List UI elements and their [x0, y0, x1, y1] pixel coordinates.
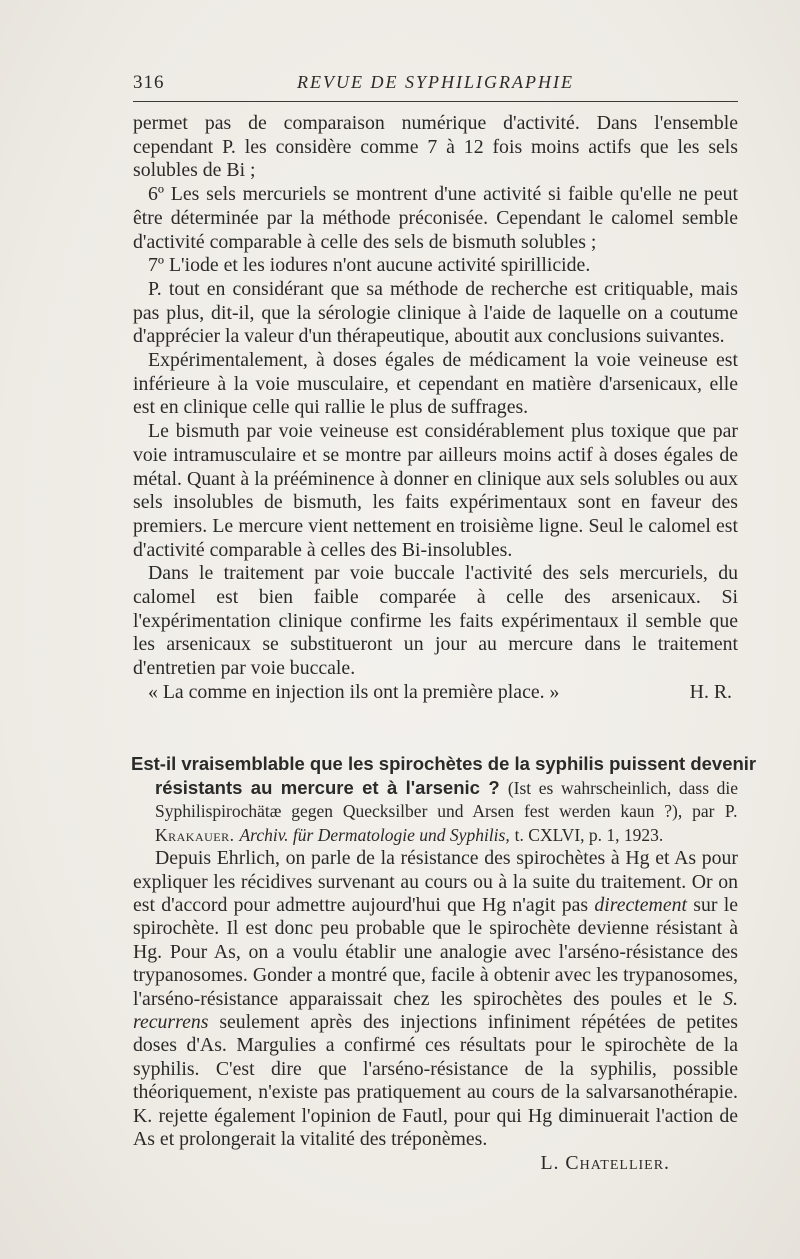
page-number: 316 — [133, 72, 165, 93]
paragraph: Expérimentalement, à doses égales de médicament la voie veineuse est inférieure à la voie musculaire, et cependant en matière d'arsenicaux, elle est en clinique celle qui rallie le plus de suffrages. — [133, 349, 738, 419]
paragraph: Le bismuth par voie veineuse est considérablement plus toxique que par voie intramusculaire et se montre par ailleurs moins actif à doses égales de métal. Quant à la prééminence à donner en clinique aux sels solubles ou aux sels insolubles de bismuth, les faits expérimentaux sont en faveur des premiers. Le mercure vient nettement en troisième ligne. Seul le calomel est d'activité comparable à celles des Bi-insolubles. — [133, 420, 738, 561]
body-text: Depuis Ehrlich, on parle de la résistance des spirochètes à Hg et As pour expliquer les récidives survenant au cours ou à la suite du traitement. Or on est d'accord pour admettre aujourd'hui que Hg n'agit pas — [133, 847, 738, 917]
emphasis: directement — [594, 894, 688, 917]
abstract-body — [133, 847, 738, 1151]
closing-quote: « La comme en injection ils ont la première place. » — [148, 680, 560, 703]
paragraph: 6º Les sels mercuriels se montrent d'une activité si faible qu'elle ne peut être déterminée par la méthode préconisée. Cependant le calomel semble d'activité comparable à celle des sels de bismuth solubles ; — [133, 183, 738, 253]
header-rule — [133, 101, 738, 102]
article-title-line1: Est-il vraisemblable que les spirochètes de la syphilis puissent devenir — [131, 753, 757, 774]
reviewer-initials: H. R. — [689, 680, 732, 703]
closing-line — [133, 681, 738, 705]
journal-name: Archiv. für Dermatologie und Syphilis, — [239, 824, 510, 845]
signature-line — [133, 1152, 738, 1175]
page-header — [133, 64, 738, 98]
paragraph: permet pas de comparaison numérique d'activité. Dans l'ensemble cependant P. les considère comme 7 à 12 fois moins actifs que les sels solubles de Bi ; — [133, 112, 738, 182]
body-text: seulement après des injections infiniment répétées de petites doses d'As. Margulies a confirmé ces résultats pour le spirochète de la syphilis. C'est dire que l'arséno-résistance de la syphilis, possible théoriquement, n'existe pas pratiquement au cours de la salvarsanothérapie. K. rejette également l'opinion de Fautl, pour qui Hg diminuerait l'action de As et prolongerait la vitalité des tréponèmes. — [133, 1011, 738, 1151]
citation: t. CXLVI, p. 1, 1923. — [514, 824, 664, 845]
article-title-line2: résistants au mercure et à l'arsenic ? — [155, 777, 500, 798]
species-name: S. recurrens — [133, 987, 739, 1034]
article-abstract — [131, 752, 757, 1175]
article-heading — [133, 776, 738, 847]
article-author: P. Krakauer. — [155, 801, 738, 845]
article-continuation — [133, 112, 738, 705]
paragraph: Dans le traitement par voie buccale l'activité des sels mercuriels, du calomel est bien faible comparée à celle des arsenicaux. Si l'expérimentation clinique confirme les faits expérimentaux il semble que les arsenicaux se substitueront un jour au mercure dans le traitement d'entretien par voie buccale. — [133, 562, 738, 680]
paragraph: 7º L'iode et les iodures n'ont aucune activité spirillicide. — [148, 254, 591, 277]
paragraph: P. tout en considérant que sa méthode de recherche est critiquable, mais pas plus, dit-il, que la sérologie clinique à l'aide de laquelle on a coutume d'apprécier la valeur d'un thérapeutique, aboutit aux conclusions suivantes. — [133, 277, 738, 348]
german-title: (Ist es wahrscheinlich, dass die Syphilispirochätæ gegen Quecksilber und Arsen fest werden kaun ?), par — [155, 778, 738, 822]
body-text: sur le spirochète. Il est donc peu probable que le spirochète devienne résistant à Hg. Pour As, on a voulu établir une analogie avec l'arséno-résistance des trypanosomes. Gonder a montré que, facile à obtenir avec les trypanosomes, l'arséno-résistance apparaissait chez les spirochètes des poules et le — [133, 894, 738, 1010]
reviewer-signature: L. Chatellier. — [540, 1151, 670, 1174]
running-title: REVUE DE SYPHILIGRAPHIE — [297, 72, 574, 92]
